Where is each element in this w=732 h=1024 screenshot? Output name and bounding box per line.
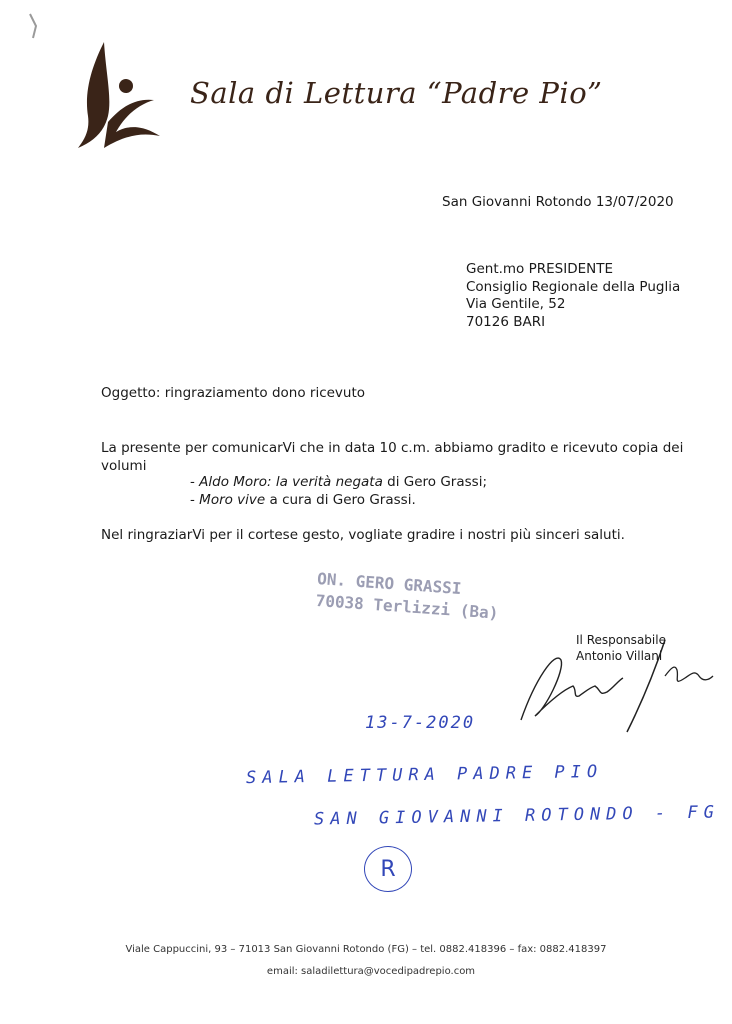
registered-badge: R bbox=[364, 846, 412, 892]
list-item: - Moro vive a cura di Gero Grassi. bbox=[190, 492, 416, 508]
body-paragraph: La presente per comunicarVi che in data 10 c.m. abbiamo gradito e ricevuto copia dei volumi bbox=[101, 440, 684, 474]
reading-room-logo-icon bbox=[74, 36, 164, 151]
recipient-line: Gent.mo PRESIDENTE bbox=[466, 261, 614, 277]
signatory-role: Il Responsabile bbox=[576, 633, 666, 647]
footer-address: Viale Cappuccini, 93 – 71013 San Giovanni Rotondo (FG) – tel. 0882.418396 – fax: 0882.418397 bbox=[125, 944, 607, 955]
recipient-line: 70126 BARI bbox=[466, 313, 546, 330]
place-date: San Giovanni Rotondo 13/07/2020 bbox=[442, 194, 674, 210]
handwritten-note: SALA LETTURA PADRE PIO bbox=[245, 761, 604, 789]
volume-list bbox=[190, 473, 487, 509]
recipient-line: Via Gentile, 52 bbox=[466, 296, 566, 312]
subject-line: Oggetto: ringraziamento dono ricevuto bbox=[101, 385, 366, 401]
recipient-line: Consiglio Regionale della Puglia bbox=[466, 278, 681, 295]
stamp-line: 70038 Terlizzi (Ba) bbox=[315, 590, 499, 623]
handwritten-note: SAN GIOVANNI ROTONDO - FG bbox=[313, 802, 721, 830]
stamp-line: ON. GERO GRASSI bbox=[316, 568, 463, 599]
volume-title: Aldo Moro: la verità negata bbox=[199, 474, 383, 490]
volume-title: Moro vive bbox=[199, 492, 266, 508]
footer-email: email: saladilettura@vocedipadrepio.com bbox=[266, 966, 476, 977]
organization-title: Sala di Lettura “Padre Pio” bbox=[190, 76, 603, 110]
list-item: - Aldo Moro: la verità negata di Gero Grassi; bbox=[190, 474, 487, 490]
scan-mark-icon bbox=[28, 12, 40, 40]
closing-paragraph: Nel ringraziarVi per il cortese gesto, vogliate gradire i nostri più sinceri saluti. bbox=[101, 527, 625, 543]
handwritten-date: 13-7-2020 bbox=[365, 713, 476, 733]
rubber-stamp bbox=[315, 568, 501, 625]
recipient-address bbox=[466, 261, 680, 331]
signatory-block bbox=[576, 632, 666, 664]
signatory-name: Antonio Villani bbox=[576, 649, 663, 663]
